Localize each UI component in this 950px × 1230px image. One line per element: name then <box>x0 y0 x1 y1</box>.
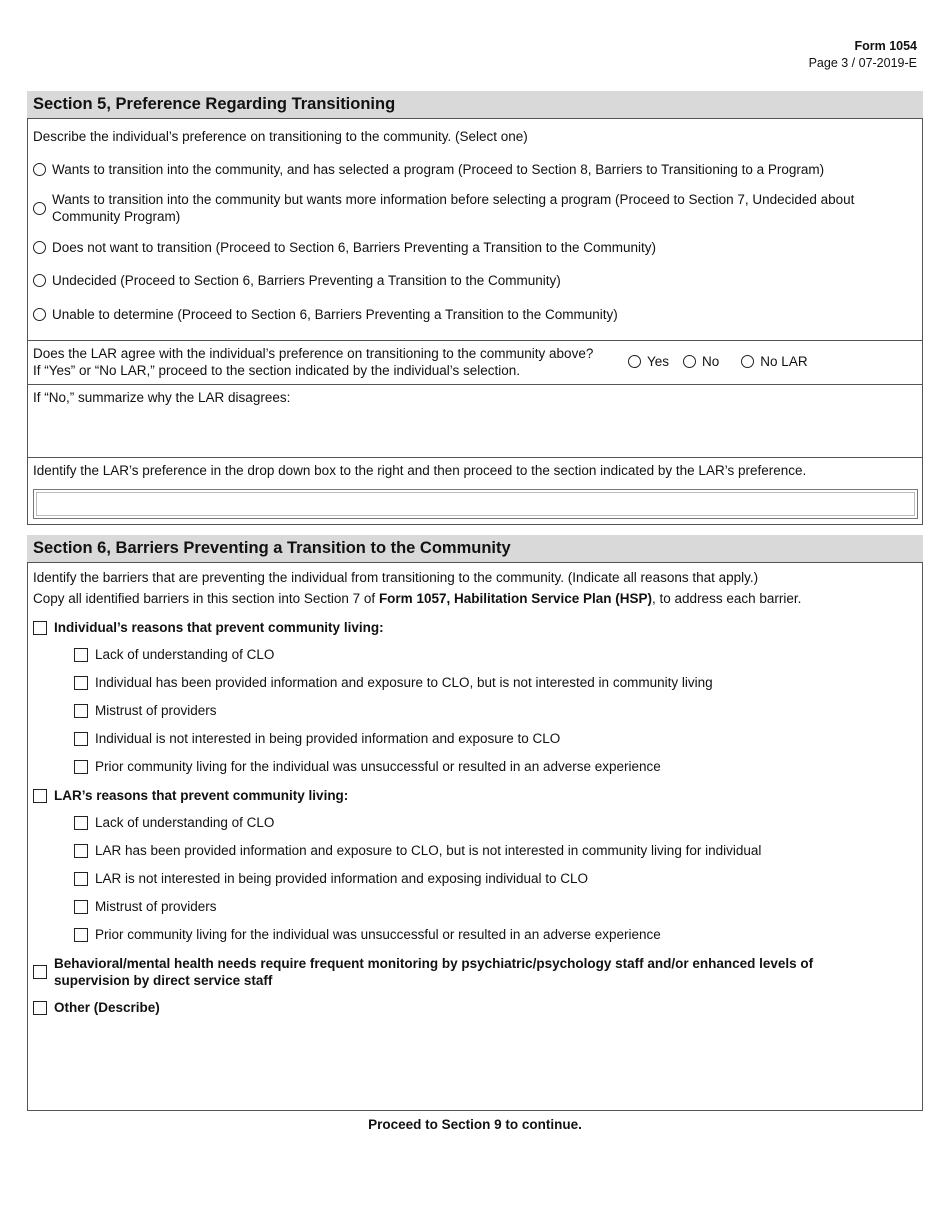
option-label: Unable to determine (Proceed to Section 6, Barriers Preventing a Transition to the Community) <box>52 307 618 322</box>
individual-reason-1[interactable] <box>74 647 912 662</box>
checkbox[interactable] <box>74 928 88 942</box>
divider <box>28 384 922 385</box>
lar-question-line2: If “Yes” or “No LAR,” proceed to the section indicated by the individual’s selection. <box>33 363 521 378</box>
behavioral-needs-option[interactable] <box>33 955 912 989</box>
preference-option-4[interactable] <box>33 273 912 288</box>
lar-option-no-lar[interactable] <box>741 354 807 369</box>
checkbox[interactable] <box>74 676 88 690</box>
radio-button[interactable] <box>33 163 46 176</box>
other-label: Other (Describe) <box>54 1000 160 1015</box>
lar-preference-label: Identify the LAR’s preference in the drop down box to the right and then proceed to the section indicated by the LAR’s preference. <box>33 463 807 478</box>
no-summary-label: If “No,” summarize why the LAR disagrees: <box>33 390 291 405</box>
behavioral-label-line1: Behavioral/mental health needs require frequent monitoring by psychiatric/psychology staff and/or enhanced levels of <box>54 956 814 971</box>
preference-option-5[interactable] <box>33 307 912 322</box>
page-info: Page 3 / 07-2019-E <box>808 56 917 70</box>
lar-option-label: No LAR <box>760 354 808 369</box>
individual-reason-3[interactable] <box>74 703 912 718</box>
section5-box <box>27 118 923 525</box>
checkbox[interactable] <box>33 789 47 803</box>
reason-label: Prior community living for the individual was unsuccessful or resulted in an adverse experience <box>95 759 661 774</box>
individual-reason-2[interactable] <box>74 675 912 690</box>
behavioral-label-line2: supervision by direct service staff <box>54 973 273 988</box>
lar-reasons-group[interactable] <box>33 788 912 803</box>
lar-reason-3[interactable] <box>74 871 912 886</box>
lar-option-yes[interactable] <box>628 354 669 369</box>
checkbox[interactable] <box>33 621 47 635</box>
intro2-text: Copy all identified barriers in this section into Section 7 of <box>33 591 379 606</box>
lar-preference-dropdown[interactable] <box>33 489 918 519</box>
checkbox[interactable] <box>74 900 88 914</box>
radio-button[interactable] <box>33 202 46 215</box>
reason-label: Individual is not interested in being provided information and exposure to CLO <box>95 731 561 746</box>
divider <box>28 457 922 458</box>
lar-reason-1[interactable] <box>74 815 912 830</box>
other-description-field[interactable] <box>33 1023 917 1103</box>
group-label: Individual’s reasons that prevent community living: <box>54 620 384 635</box>
checkbox[interactable] <box>74 732 88 746</box>
reason-label: Mistrust of providers <box>95 899 217 914</box>
lar-option-label: No <box>702 354 720 369</box>
lar-option-label: Yes <box>647 354 670 369</box>
checkbox[interactable] <box>74 760 88 774</box>
radio-button[interactable] <box>628 355 641 368</box>
group-label: LAR’s reasons that prevent community living: <box>54 788 349 803</box>
checkbox[interactable] <box>33 965 47 979</box>
checkbox[interactable] <box>74 704 88 718</box>
reason-label: LAR is not interested in being provided information and exposing individual to CLO <box>95 871 589 886</box>
section5-prompt: Describe the individual’s preference on transitioning to the community. (Select one) <box>33 129 528 144</box>
option-label: Wants to transition into the community, and has selected a program (Proceed to Section 8, Barriers to Transitioning to a Program) <box>52 162 825 177</box>
checkbox[interactable] <box>74 844 88 858</box>
reason-label: Lack of understanding of CLO <box>95 815 275 830</box>
lar-agree-options <box>628 354 822 369</box>
checkbox[interactable] <box>74 816 88 830</box>
individual-reason-4[interactable] <box>74 731 912 746</box>
individual-reason-5[interactable] <box>74 759 912 774</box>
lar-question-line1: Does the LAR agree with the individual’s preference on transitioning to the community above? <box>33 346 594 361</box>
dropdown-inner <box>36 492 915 516</box>
checkbox[interactable] <box>74 872 88 886</box>
form-number: Form 1054 <box>854 39 917 53</box>
footer-note: Proceed to Section 9 to continue. <box>368 1117 582 1132</box>
behavioral-label <box>54 955 813 989</box>
option-label: Wants to transition into the community but wants more information before selecting a program (Proceed to Section 7, Undecided about Community Program) <box>52 192 855 224</box>
lar-reason-5[interactable] <box>74 927 912 942</box>
reason-label: LAR has been provided information and exposure to CLO, but is not interested in community living for individual <box>95 843 762 858</box>
preference-option-3[interactable] <box>33 240 912 255</box>
preference-option-1[interactable] <box>33 162 912 177</box>
option-label: Undecided (Proceed to Section 6, Barriers Preventing a Transition to the Community) <box>52 273 561 288</box>
individual-reasons-group[interactable] <box>33 620 912 635</box>
lar-agree-row <box>28 341 922 385</box>
reason-label: Individual has been provided information and exposure to CLO, but is not interested in community living <box>95 675 713 690</box>
lar-reason-4[interactable] <box>74 899 912 914</box>
form-1057-reference: Form 1057, Habilitation Service Plan (HSP) <box>378 591 653 606</box>
reason-label: Lack of understanding of CLO <box>95 647 275 662</box>
radio-button[interactable] <box>683 355 696 368</box>
lar-agree-question <box>33 345 593 379</box>
section6-box <box>27 562 923 1111</box>
form-header <box>809 38 917 72</box>
lar-option-no[interactable] <box>683 354 719 369</box>
reason-label: Prior community living for the individual was unsuccessful or resulted in an adverse experience <box>95 927 661 942</box>
lar-reason-2[interactable] <box>74 843 912 858</box>
radio-button[interactable] <box>741 355 754 368</box>
preference-option-2[interactable] <box>33 191 912 225</box>
section6-intro1: Identify the barriers that are preventing the individual from transitioning to the community. (Indicate all reasons that apply.) <box>33 570 759 585</box>
option-label: Does not want to transition (Proceed to Section 6, Barriers Preventing a Transition to the Community) <box>52 240 657 255</box>
section6-title: Section 6, Barriers Preventing a Transition to the Community <box>27 535 923 562</box>
checkbox[interactable] <box>33 1001 47 1015</box>
radio-button[interactable] <box>33 241 46 254</box>
section5-title: Section 5, Preference Regarding Transitioning <box>27 91 923 118</box>
intro2-text-end: , to address each barrier. <box>652 591 802 606</box>
section6-intro2 <box>33 591 801 606</box>
checkbox[interactable] <box>74 648 88 662</box>
no-summary-field[interactable] <box>33 409 917 455</box>
radio-button[interactable] <box>33 308 46 321</box>
other-option[interactable] <box>33 1000 912 1015</box>
reason-label: Mistrust of providers <box>95 703 217 718</box>
radio-button[interactable] <box>33 274 46 287</box>
